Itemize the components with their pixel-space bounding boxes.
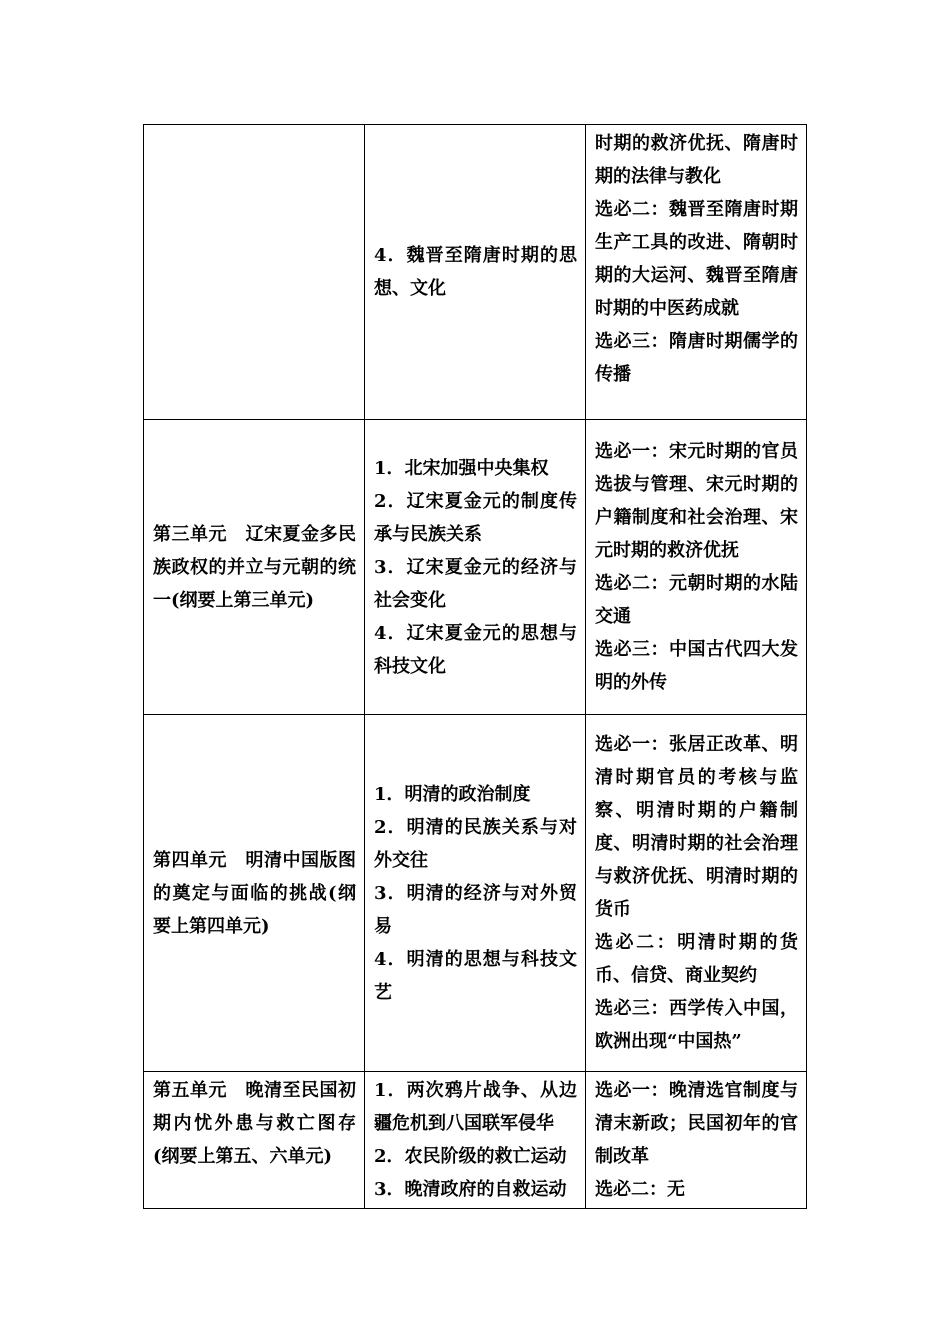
unit-cell bbox=[144, 715, 365, 1072]
link-item: 选必一：张居正改革、明清时期官员的考核与监察、明清时期的户籍制度、明清时期的社会治理与救济优抚、明清时期的货币 bbox=[595, 734, 798, 920]
topic-item: 1．北宋加强中央集权 bbox=[374, 457, 549, 479]
links-cell bbox=[586, 125, 807, 420]
topic-item: 4．明清的思想与科技文艺 bbox=[374, 948, 577, 1003]
link-item: 选必三：中国古代四大发明的外传 bbox=[595, 639, 798, 693]
topic-item: 1．明清的政治制度 bbox=[374, 783, 531, 805]
link-item: 选必二：元朝时期的水陆交通 bbox=[595, 573, 798, 627]
link-item: 选必二：无 bbox=[595, 1179, 685, 1200]
topic-item: 2．明清的民族关系与对外交往 bbox=[374, 816, 577, 871]
table-row bbox=[144, 1072, 807, 1209]
topics-cell bbox=[365, 715, 586, 1072]
unit-cell bbox=[144, 420, 365, 715]
link-item: 选必三：西学传入中国，欧洲出现“中国热” bbox=[595, 998, 798, 1052]
links-cell bbox=[586, 1072, 807, 1209]
topic-item: 2．农民阶级的救亡运动 bbox=[374, 1146, 567, 1167]
links-cell bbox=[586, 715, 807, 1072]
curriculum-table bbox=[143, 124, 807, 1209]
topics-cell bbox=[365, 1072, 586, 1209]
link-item: 时期的救济优抚、隋唐时期的法律与教化 bbox=[595, 133, 798, 187]
link-item: 选必二：明清时期的货币、信贷、商业契约 bbox=[595, 932, 798, 986]
unit-cell bbox=[144, 125, 365, 420]
table-row bbox=[144, 420, 807, 715]
topic-item: 2．辽宋夏金元的制度传承与民族关系 bbox=[374, 490, 577, 545]
topic-item: 4．魏晋至隋唐时期的思想、文化 bbox=[374, 245, 577, 299]
link-item: 选必三：隋唐时期儒学的传播 bbox=[595, 331, 798, 385]
topic-item: 4．辽宋夏金元的思想与科技文化 bbox=[374, 622, 577, 677]
link-item: 选必一：宋元时期的官员选拔与管理、宋元时期的户籍制度和社会治理、宋元时期的救济优抚 bbox=[595, 441, 798, 561]
topic-item: 3．辽宋夏金元的经济与社会变化 bbox=[374, 556, 577, 611]
topics-cell bbox=[365, 125, 586, 420]
unit-title: 第五单元 晚清至民国初期内忧外患与救亡图存(纲要上第五、六单元) bbox=[153, 1080, 356, 1167]
link-item: 选必二：魏晋至隋唐时期生产工具的改进、隋朝时期的大运河、魏晋至隋唐时期的中医药成就 bbox=[595, 199, 798, 319]
topics-cell bbox=[365, 420, 586, 715]
topic-item: 3．晚清政府的自救运动 bbox=[374, 1179, 567, 1200]
unit-cell bbox=[144, 1072, 365, 1209]
topic-item: 1．两次鸦片战争、从边疆危机到八国联军侵华 bbox=[374, 1080, 577, 1134]
unit-title: 第三单元 辽宋夏金多民族政权的并立与元朝的统一(纲要上第三单元) bbox=[153, 523, 356, 611]
topic-item: 3．明清的经济与对外贸易 bbox=[374, 882, 577, 937]
unit-title: 第四单元 明清中国版图的奠定与面临的挑战(纲要上第四单元) bbox=[153, 849, 356, 937]
link-item: 选必一：晚清选官制度与清末新政；民国初年的官制改革 bbox=[595, 1080, 798, 1167]
links-cell bbox=[586, 420, 807, 715]
table-row bbox=[144, 715, 807, 1072]
table-row bbox=[144, 125, 807, 420]
